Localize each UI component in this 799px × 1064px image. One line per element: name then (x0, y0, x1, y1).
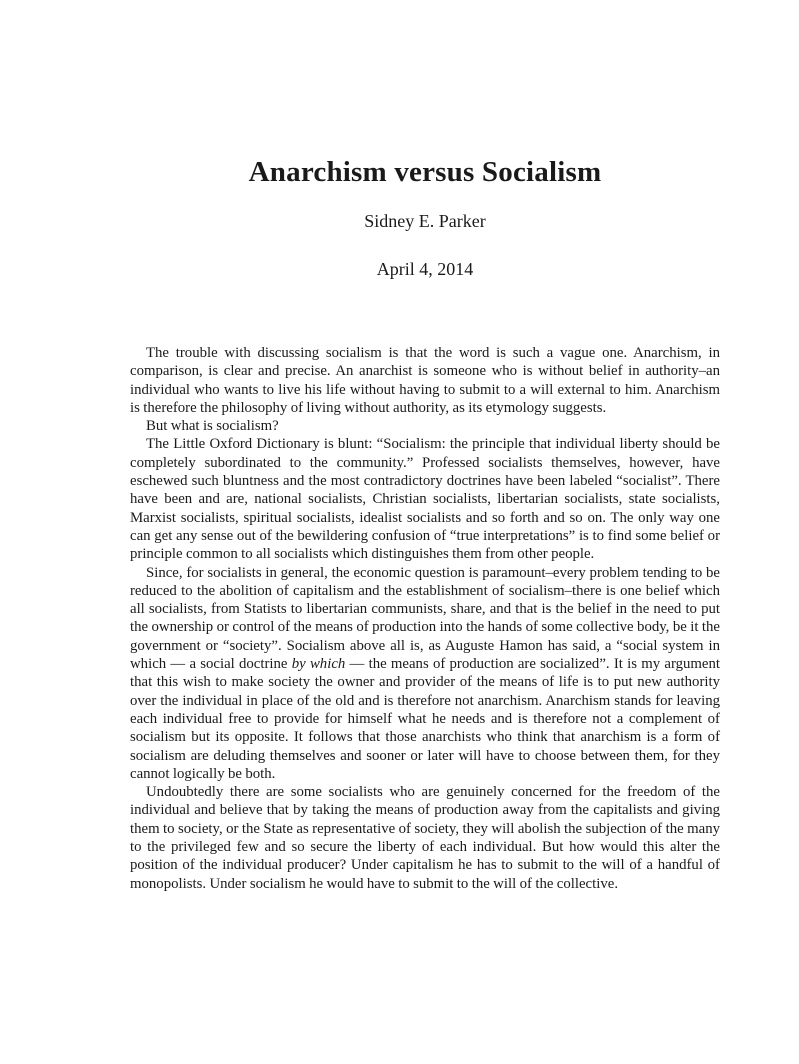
document-title: Anarchism versus Socialism (248, 156, 602, 189)
text-run: But what is socialism? (146, 418, 279, 435)
text-run: Undoubtedly there are some socialists who are genuinely concerned for the freedom of the individual and believe that by taking the means of production away from the capitalists and giving them to society, or the State as representative of society, they will abolish the subjection of the many to the privileged few and so secure the liberty of each individual. But how would this alter the position of the individual producer? Under capitalism he has to submit to the will of a handful of monopolists. Under socialism he would have to submit to the will of the collective. (130, 784, 720, 892)
italic-text-run: by which (291, 656, 346, 673)
paragraph (130, 417, 720, 435)
document-date: April 4, 2014 (376, 259, 474, 279)
paragraph (130, 564, 720, 784)
paragraph (130, 344, 720, 417)
text-run: The trouble with discussing socialism is that the word is such a vague one. Anarchism, in comparison, is clear and precise. An anarchist is someone who is without belief in authority–an individual who wants to live his life without having to submit to a will external to him. Anarchism is therefore the philosophy of living without authority, as its etymology suggests. (130, 345, 720, 416)
text-run: — the means of production are socialized”. It is my argument that this wish to make society the owner and provider of the means of life is to put new authority over the individual in place of the old and is therefore not anarchism. Anarchism stands for leaving each individual free to provide for himself what he needs and is therefore not a complement of socialism but its opposite. It follows that those anarchists who think that anarchism is a form of socialism are deluding themselves and sooner or later will have to choose between them, for they cannot logically be both. (130, 656, 720, 782)
paragraph (130, 435, 720, 563)
text-run: Since, for socialists in general, the economic question is paramount–every problem tending to be reduced to the abolition of capitalism and the establishment of socialism–there is one belief which all socialists, from Statists to libertarian communists, share, and that is the belief in the need to put the ownership or control of the means of production into the hands of some collective body, be it the government or “society”. Socialism above all is, as Auguste Hamon has said, a “social system in which — a social doctrine (130, 564, 720, 673)
text-run: The Little Oxford Dictionary is blunt: “Socialism: the principle that individual liberty should be completely subordinated to the community.” Professed socialists themselves, however, have eschewed such bluntness and the most contradictory doctrines have been labeled “socialist”. There have been and are, national socialists, Christian socialists, libertarian socialists, state socialists, Marxist socialists, spiritual socialists, idealist socialists and so forth and so on. The only way one can get any sense out of the bewildering confusion of “true interpretations” is to find some belief or principle common to all socialists which distinguishes them from other people. (130, 436, 720, 563)
paragraph (130, 783, 720, 893)
document-author: Sidney E. Parker (364, 211, 486, 231)
document-body (130, 344, 720, 893)
